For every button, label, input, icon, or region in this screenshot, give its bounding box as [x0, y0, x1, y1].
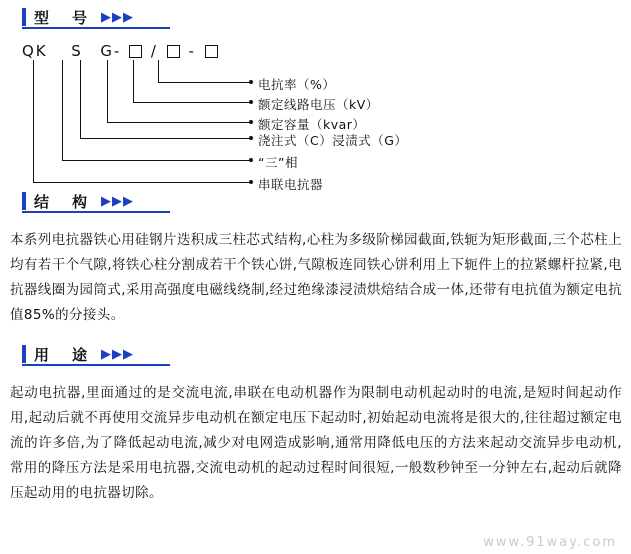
leader-vline-3: [107, 60, 108, 122]
leader-hline-3: [107, 122, 250, 123]
code-separator-dash: -: [188, 42, 196, 60]
leader-hline-1: [158, 82, 250, 83]
leader-dot-3: [249, 120, 253, 124]
leader-hline-5: [62, 160, 250, 161]
leader-dot-6: [249, 180, 253, 184]
leader-vline-4: [80, 60, 81, 138]
code-placeholder-box-3: [205, 45, 218, 58]
model-code-string: [22, 42, 219, 60]
section-heading-model: [22, 6, 134, 28]
model-label-reactance-rate: 电抗率（%）: [258, 77, 336, 92]
model-label-rated-voltage: 额定线路电压（kV）: [258, 97, 379, 112]
leader-dot-5: [249, 158, 253, 162]
section-underline-structure: [22, 211, 170, 213]
heading-accent-bar: [22, 192, 26, 210]
model-label-rated-capacity: 额定容量（kvar）: [258, 117, 366, 132]
leader-hline-6: [33, 182, 250, 183]
code-placeholder-box-1: [129, 45, 142, 58]
model-label-three-phase: “三”相: [258, 155, 298, 170]
arrow-marks-icon: ▶▶▶: [101, 9, 135, 25]
arrow-marks-icon: ▶▶▶: [101, 193, 135, 209]
code-placeholder-box-2: [167, 45, 180, 58]
arrow-marks-icon: ▶▶▶: [101, 346, 135, 362]
watermark-text: www.91way.com: [483, 535, 617, 550]
code-part-qk: QK: [22, 42, 48, 60]
code-part-s: S: [71, 42, 83, 60]
leader-vline-5: [62, 60, 63, 160]
section-title-model: 型 号: [34, 8, 92, 27]
leader-hline-4: [80, 138, 250, 139]
section-underline-model: [22, 27, 170, 29]
leader-vline-6: [33, 60, 34, 182]
heading-accent-bar: [22, 345, 26, 363]
section-heading-usage: [22, 343, 134, 365]
code-part-g: G-: [100, 42, 122, 60]
leader-vline-1: [158, 60, 159, 82]
section-title-usage: 用 途: [34, 345, 92, 364]
model-designation-block: [0, 0, 631, 200]
leader-dot-2: [249, 100, 253, 104]
code-separator-slash: /: [150, 42, 158, 60]
usage-paragraph: 起动电抗器,里面通过的是交流电流,串联在电动机器作为限制电动机起动时的电流,是短时间起动作用,起动后就不再使用交流异步电动机在额定电压下起动时,初始起动电流将是很大的,往往超过额定电流的许多倍,为了降低起动电流,减少对电网造成影响,通常用降低电压的方法来起动交流异步电动机,常用的降压方法是采用电抗器,交流电动机的起动过程时间很短,一般数秒钟至一分钟左右,起动后就降压起动用的电抗器切除。: [10, 385, 622, 501]
leader-dot-1: [249, 80, 253, 84]
section-heading-structure: [22, 190, 134, 212]
section-underline-usage: [22, 364, 170, 366]
leader-hline-2: [133, 102, 250, 103]
heading-accent-bar: [22, 8, 26, 26]
leader-dot-4: [249, 136, 253, 140]
model-label-series-reactor: 串联电抗器: [258, 177, 324, 192]
structure-paragraph: 本系列电抗器铁心用硅钢片迭积成三柱芯式结构,心柱为多级阶梯园截面,铁轭为矩形截面,三个芯柱上均有若干个气隙,将铁心柱分割成若干个铁心饼,气隙板连同铁心饼利用上下轭件上的拉紧螺杆拉紧,电抗器线圈为园筒式,采用高强度电磁线绕制,经过绝缘漆浸渍烘焙结合成一体,还带有电抗值为额定电抗值85%的分接头。: [10, 232, 622, 323]
leader-vline-2: [133, 60, 134, 102]
model-label-casting-type: 浇注式（C）浸渍式（G）: [258, 133, 408, 148]
section-title-structure: 结 构: [34, 192, 92, 211]
